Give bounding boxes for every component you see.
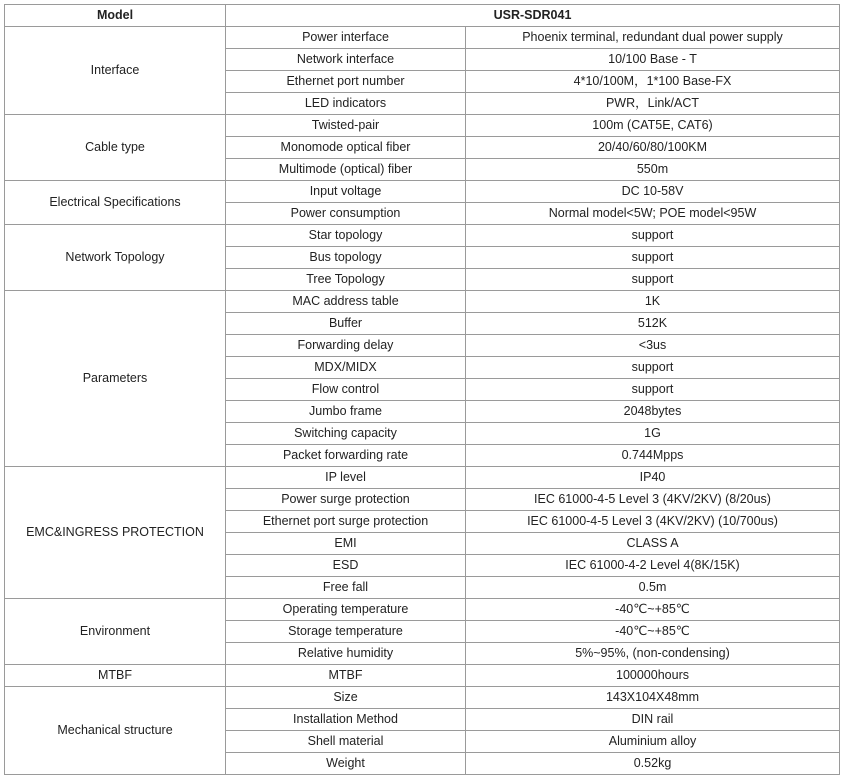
spec-value: support	[466, 379, 840, 401]
spec-item: Buffer	[226, 313, 466, 335]
spec-item: Forwarding delay	[226, 335, 466, 357]
group-label: Environment	[5, 599, 226, 665]
spec-value: 0.5m	[466, 577, 840, 599]
spec-value: Aluminium alloy	[466, 731, 840, 753]
spec-item: Switching capacity	[226, 423, 466, 445]
group-label: MTBF	[5, 665, 226, 687]
group-label: Mechanical structure	[5, 687, 226, 775]
spec-item: Multimode (optical) fiber	[226, 159, 466, 181]
model-label: Model	[5, 5, 226, 27]
spec-item: Flow control	[226, 379, 466, 401]
group-label: Electrical Specifications	[5, 181, 226, 225]
spec-value: Phoenix terminal, redundant dual power supply	[466, 27, 840, 49]
spec-item: Twisted-pair	[226, 115, 466, 137]
spec-value: support	[466, 357, 840, 379]
spec-item: Power surge protection	[226, 489, 466, 511]
table-row	[5, 665, 840, 687]
spec-item: Jumbo frame	[226, 401, 466, 423]
spec-value: <3us	[466, 335, 840, 357]
spec-value: 100000hours	[466, 665, 840, 687]
spec-item: Ethernet port surge protection	[226, 511, 466, 533]
spec-value: 143X104X48mm	[466, 687, 840, 709]
spec-value: DC 10-58V	[466, 181, 840, 203]
spec-value: -40℃~+85℃	[466, 599, 840, 621]
spec-value: support	[466, 269, 840, 291]
table-row	[5, 181, 840, 203]
spec-item: LED indicators	[226, 93, 466, 115]
spec-item: MTBF	[226, 665, 466, 687]
spec-item: Free fall	[226, 577, 466, 599]
spec-item: ESD	[226, 555, 466, 577]
spec-item: IP level	[226, 467, 466, 489]
group-label: Network Topology	[5, 225, 226, 291]
spec-item: Power consumption	[226, 203, 466, 225]
table-row	[5, 225, 840, 247]
spec-value: 10/100 Base - T	[466, 49, 840, 71]
spec-value: IEC 61000-4-5 Level 3 (4KV/2KV) (10/700us)	[466, 511, 840, 533]
group-label: Parameters	[5, 291, 226, 467]
table-row	[5, 687, 840, 709]
spec-item: Star topology	[226, 225, 466, 247]
group-label: Cable type	[5, 115, 226, 181]
spec-value: IEC 61000-4-5 Level 3 (4KV/2KV) (8/20us)	[466, 489, 840, 511]
spec-value: 2048bytes	[466, 401, 840, 423]
table-row	[5, 27, 840, 49]
spec-item: Shell material	[226, 731, 466, 753]
group-label: EMC&INGRESS PROTECTION	[5, 467, 226, 599]
spec-value: 100m (CAT5E, CAT6)	[466, 115, 840, 137]
spec-value: support	[466, 225, 840, 247]
spec-item: Operating temperature	[226, 599, 466, 621]
spec-item: MDX/MIDX	[226, 357, 466, 379]
table-row	[5, 467, 840, 489]
spec-item: Network interface	[226, 49, 466, 71]
table-row	[5, 115, 840, 137]
table-row	[5, 291, 840, 313]
spec-value: Normal model<5W; POE model<95W	[466, 203, 840, 225]
spec-item: Relative humidity	[226, 643, 466, 665]
spec-value: 550m	[466, 159, 840, 181]
spec-item: Input voltage	[226, 181, 466, 203]
spec-value: 1K	[466, 291, 840, 313]
spec-value: 4*10/100M，1*100 Base-FX	[466, 71, 840, 93]
spec-value: 1G	[466, 423, 840, 445]
spec-item: Size	[226, 687, 466, 709]
spec-value: support	[466, 247, 840, 269]
spec-value: -40℃~+85℃	[466, 621, 840, 643]
spec-item: EMI	[226, 533, 466, 555]
spec-value: 20/40/60/80/100KM	[466, 137, 840, 159]
spec-value: PWR，Link/ACT	[466, 93, 840, 115]
group-label: Interface	[5, 27, 226, 115]
spec-item: Bus topology	[226, 247, 466, 269]
spec-item: Ethernet port number	[226, 71, 466, 93]
spec-value: 5%~95%, (non-condensing)	[466, 643, 840, 665]
spec-item: MAC address table	[226, 291, 466, 313]
spec-value: 0.52kg	[466, 753, 840, 775]
spec-value: CLASS A	[466, 533, 840, 555]
spec-value: DIN rail	[466, 709, 840, 731]
spec-item: Power interface	[226, 27, 466, 49]
spec-table	[4, 4, 840, 775]
spec-body	[5, 27, 840, 775]
spec-item: Packet forwarding rate	[226, 445, 466, 467]
spec-value: 512K	[466, 313, 840, 335]
table-row	[5, 599, 840, 621]
spec-item: Installation Method	[226, 709, 466, 731]
spec-value: IEC 61000-4-2 Level 4(8K/15K)	[466, 555, 840, 577]
spec-item: Monomode optical fiber	[226, 137, 466, 159]
header-row	[5, 5, 840, 27]
spec-item: Tree Topology	[226, 269, 466, 291]
model-value: USR-SDR041	[226, 5, 840, 27]
spec-value: IP40	[466, 467, 840, 489]
spec-item: Storage temperature	[226, 621, 466, 643]
spec-item: Weight	[226, 753, 466, 775]
spec-value: 0.744Mpps	[466, 445, 840, 467]
